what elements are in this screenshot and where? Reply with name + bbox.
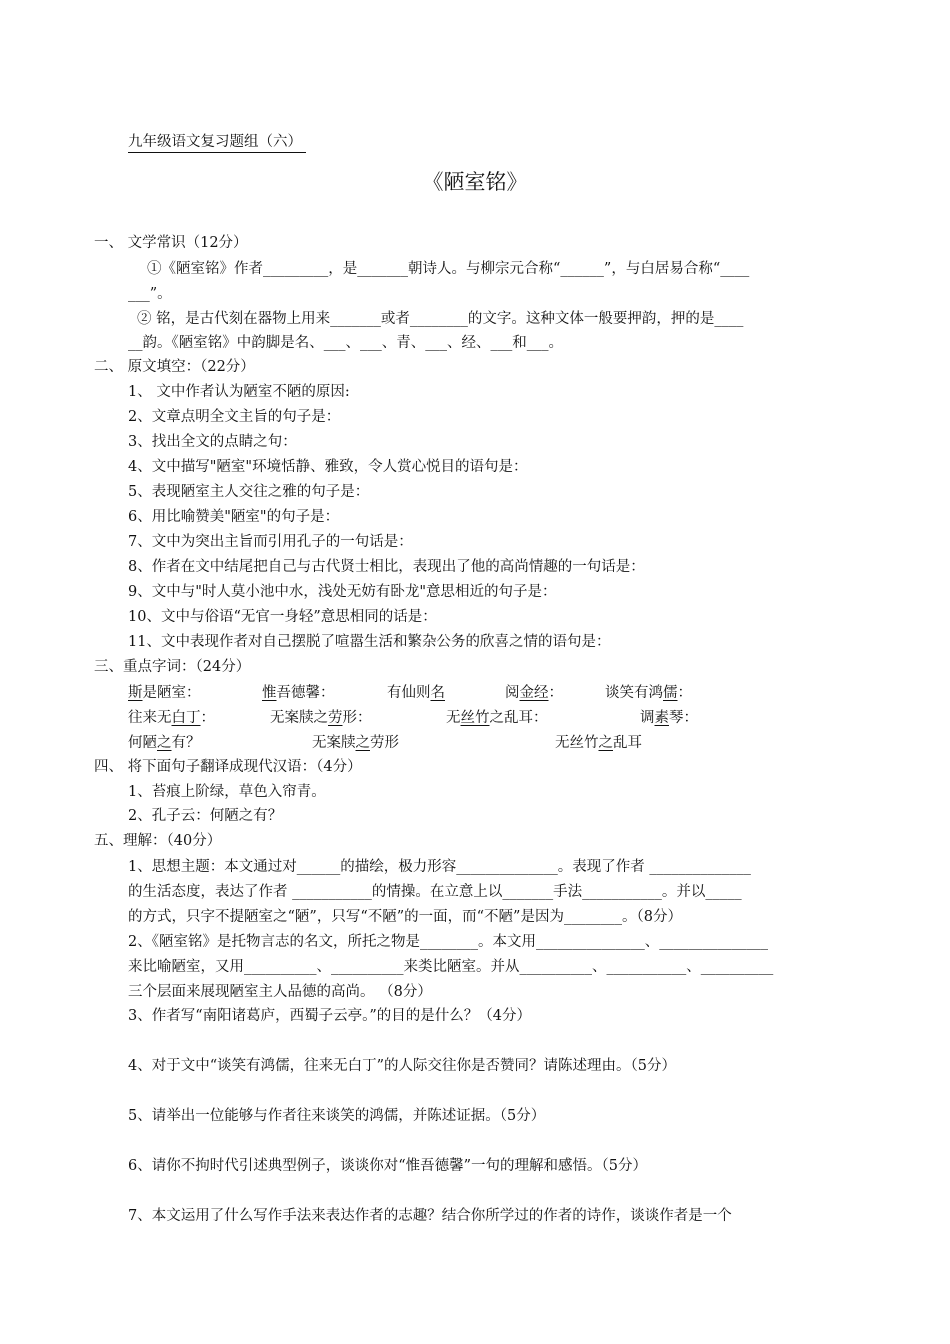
vocab-item: 有仙则名 xyxy=(387,685,445,701)
fill-item: 5、表现陋室主人交往之雅的句子是： xyxy=(128,484,370,500)
vocab-keyword: 金经 xyxy=(519,685,549,701)
question-item: 7、本文运用了什么写作手法来表达作者的志趣？结合你所学过的作者的诗作，谈谈作者是一个 xyxy=(128,1208,732,1224)
section-3-heading: 三、重点字词：（24分） xyxy=(94,659,251,675)
vocab-keyword: 白丁 xyxy=(171,710,201,726)
fill-item: 4、文中描写"陋室"环境恬静、雅致，令人赏心悦目的语句是： xyxy=(128,459,528,475)
comprehension-line: 三个层面来展现陋室主人品德的高尚。 （8分） xyxy=(128,984,432,1000)
vocab-item: 无案牍之劳形： xyxy=(270,710,372,726)
fill-item: 8、作者在文中结尾把自己与古代贤士相比，表现出了他的高尚情趣的一句话是： xyxy=(128,559,645,575)
vocab-keyword: 之 xyxy=(598,735,613,751)
document-header: 九年级语文复习题组（六） xyxy=(128,132,306,153)
section-4-heading: 四、 将下面句子翻译成现代汉语：（4分） xyxy=(94,759,362,775)
comprehension-line: 的生活态度，表达了作者 ___________的情操。在立意上以_______手法___________。并以_____ xyxy=(128,884,742,900)
vocab-keyword: 劳 xyxy=(328,710,343,726)
q1-line-1: ①《陋室铭》作者_________，是_______朝诗人。与柳宗元合称“______”，与白居易合称“____ xyxy=(147,261,750,277)
fill-item: 10、文中与俗语“无官一身轻”意思相同的话是： xyxy=(128,609,437,625)
section-2-heading: 二、 原文填空：（22分） xyxy=(94,359,255,375)
vocab-item: 无案牍之劳形 xyxy=(312,735,399,751)
section-5-heading: 五、理解：（40分） xyxy=(94,833,222,849)
vocab-keyword: 丝竹 xyxy=(460,710,490,726)
comprehension-line: 2、《陋室铭》是托物言志的名文，所托之物是________。本文用_______________、_______________ xyxy=(128,934,768,950)
vocab-keyword: 斯 xyxy=(128,685,143,701)
question-item: 5、请举出一位能够与作者往来谈笑的鸿儒，并陈述证据。（5分） xyxy=(128,1108,546,1124)
vocab-item: 阅金经： xyxy=(505,685,563,701)
vocab-item: 斯是陋室： xyxy=(128,685,201,701)
comprehension-line: 的方式，只字不提陋室之“陋”，只写“不陋”的一面，而“不陋”是因为________。（8分） xyxy=(128,909,682,925)
vocab-keyword: 之 xyxy=(355,735,370,751)
vocab-keyword: 儒 xyxy=(663,685,678,701)
fill-item: 6、用比喻赞美"陋室"的句子是： xyxy=(128,509,340,525)
vocab-item: 调素琴： xyxy=(640,710,698,726)
question-item: 3、作者写“南阳诸葛庐，西蜀子云亭。”的目的是什么？（4分） xyxy=(128,1008,532,1024)
question-item: 4、对于文中“谈笑有鸿儒，往来无白丁”的人际交往你是否赞同？请陈述理由。（5分） xyxy=(128,1058,677,1074)
fill-item: 7、文中为突出主旨而引用孔子的一句话是： xyxy=(128,534,413,550)
translate-item: 2、孔子云：何陋之有？ xyxy=(128,808,283,824)
vocab-keyword: 素 xyxy=(654,710,669,726)
vocab-keyword: 之 xyxy=(157,735,172,751)
vocab-item: 往来无白丁： xyxy=(128,710,215,726)
fill-item: 2、文章点明全文主旨的句子是： xyxy=(128,409,341,425)
section-1-heading: 一、 文学常识（12分） xyxy=(94,235,248,251)
vocab-item: 惟吾德馨： xyxy=(262,685,335,701)
document-title: 《陋室铭》 xyxy=(422,170,528,194)
comprehension-line: 来比喻陋室，又用__________、__________来类比陋室。并从__________、___________、__________ xyxy=(128,959,774,975)
comprehension-line: 1、思想主题：本文通过对______的描绘，极力形容______________。表现了作者 ______________ xyxy=(128,859,751,875)
fill-item: 9、文中与"时人莫小池中水，浅处无妨有卧龙"意思相近的句子是： xyxy=(128,584,557,600)
q2-line-1: ② 铭，是古代刻在器物上用来_______或者________的文字。这种文体一般要押韵，押的是____ xyxy=(137,311,744,327)
fill-item: 11、文中表现作者对自己摆脱了喧嚣生活和繁杂公务的欣喜之情的语句是： xyxy=(128,634,611,650)
translate-item: 1、苔痕上阶绿，草色入帘青。 xyxy=(128,784,326,800)
fill-item: 3、找出全文的点睛之句： xyxy=(128,434,297,450)
vocab-keyword: 惟 xyxy=(262,685,277,701)
vocab-item: 无丝竹之乱耳： xyxy=(446,710,548,726)
vocab-keyword: 名 xyxy=(430,685,445,701)
vocab-item: 谈笑有鸿儒： xyxy=(605,685,692,701)
q1-line-2: ___”。 xyxy=(128,286,172,302)
q2-line-2: __韵。《陋室铭》中韵脚是名、___、___、青、___、经、___和___。 xyxy=(128,335,563,351)
fill-item: 1、 文中作者认为陋室不陋的原因: xyxy=(128,384,350,400)
vocab-item: 无丝竹之乱耳 xyxy=(555,735,642,751)
question-item: 6、请你不拘时代引述典型例子，谈谈你对“惟吾德馨”一句的理解和感悟。（5分） xyxy=(128,1158,648,1174)
vocab-item: 何陋之有？ xyxy=(128,735,201,751)
